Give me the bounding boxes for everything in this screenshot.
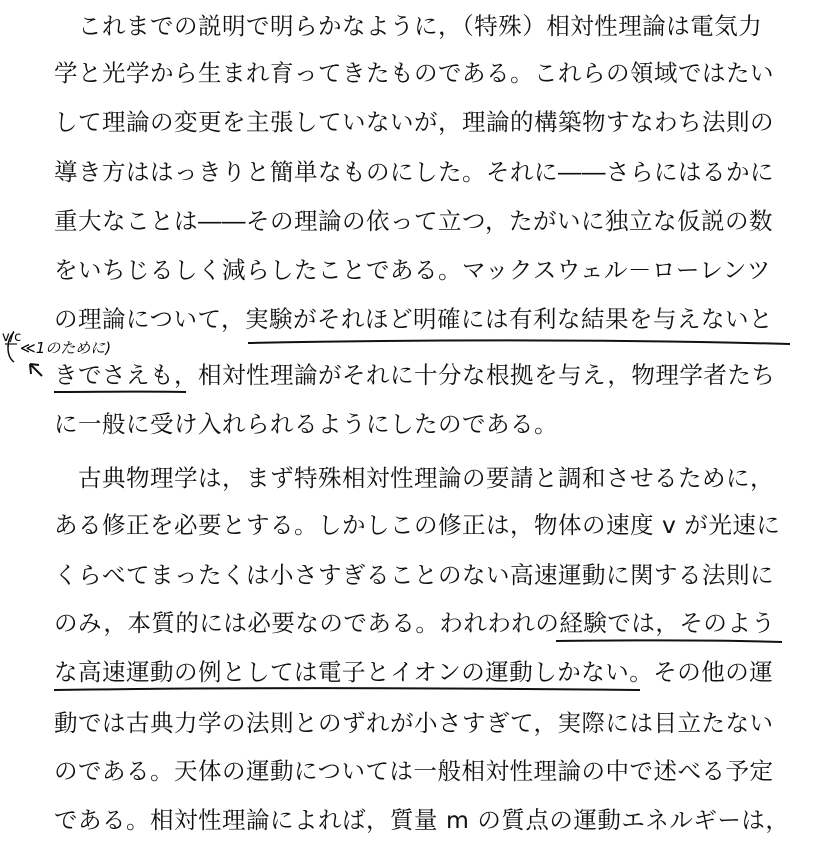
paragraph-2-line-3: くらべてまったくは小さすぎることのない高速運動に関する法則に bbox=[54, 561, 774, 589]
paragraph-2-line-2: ある修正を必要とする。しかしこの修正は，物体の速度 v が光速に bbox=[54, 511, 781, 539]
margin-note-fraction: v/c bbox=[2, 330, 22, 345]
paragraph-2-line-6: 動では古典力学の法則とのずれが小さすぎて，実際には目立たない bbox=[54, 709, 774, 737]
paragraph-1-line-5: 重大なことは――その理論の依って立つ，たがいに独立な仮説の数 bbox=[54, 207, 774, 235]
paragraph-1-line-2: 学と光学から生まれ育ってきたものである。これらの領域ではたい bbox=[54, 59, 774, 87]
paragraph-1-line-1: これまでの説明で明らかなように，（特殊）相対性理論は電気力 bbox=[78, 12, 763, 40]
paragraph-1-line-9: に一般に受け入れられるようにしたのである。 bbox=[54, 410, 558, 438]
paragraph-1-line-4: 導き方ははっきりと簡単なものにした。それに――さらにはるかに bbox=[54, 158, 774, 186]
paragraph-2-line-4: のみ，本質的には必要なのである。われわれの経験では，そのよう bbox=[54, 609, 776, 637]
underline-experiment-phrase bbox=[248, 341, 790, 345]
paragraph-1-line-8: きでさえも，相対性理論がそれに十分な根拠を与え，物理学者たち bbox=[54, 361, 776, 389]
paragraph-1-line-6: をいちじるしく減らしたことである。マックスウェル－ローレンツ bbox=[54, 256, 771, 284]
paragraph-1-line-7: の理論について，実験がそれほど明確には有利な結果を与えないと bbox=[54, 305, 774, 333]
arrow-icon bbox=[30, 364, 42, 376]
paragraph-2-line-1: 古典物理学は，まず特殊相対性理論の要請と調和させるために， bbox=[78, 464, 774, 492]
margin-note-text: ≪1のために) bbox=[20, 339, 112, 357]
paragraph-1-line-3: して理論の変更を主張していないが，理論的構築物すなわち法則の bbox=[54, 108, 774, 136]
paragraph-2-line-5: な高速運動の例としては電子とイオンの運動しかない。その他の運 bbox=[54, 658, 774, 686]
paragraph-2-line-8: である。相対性理論によれば，質量 m の質点の運動エネルギーは， bbox=[54, 806, 790, 834]
paragraph-2-line-7: のである。天体の運動については一般相対性理論の中で述べる予定 bbox=[54, 757, 774, 785]
